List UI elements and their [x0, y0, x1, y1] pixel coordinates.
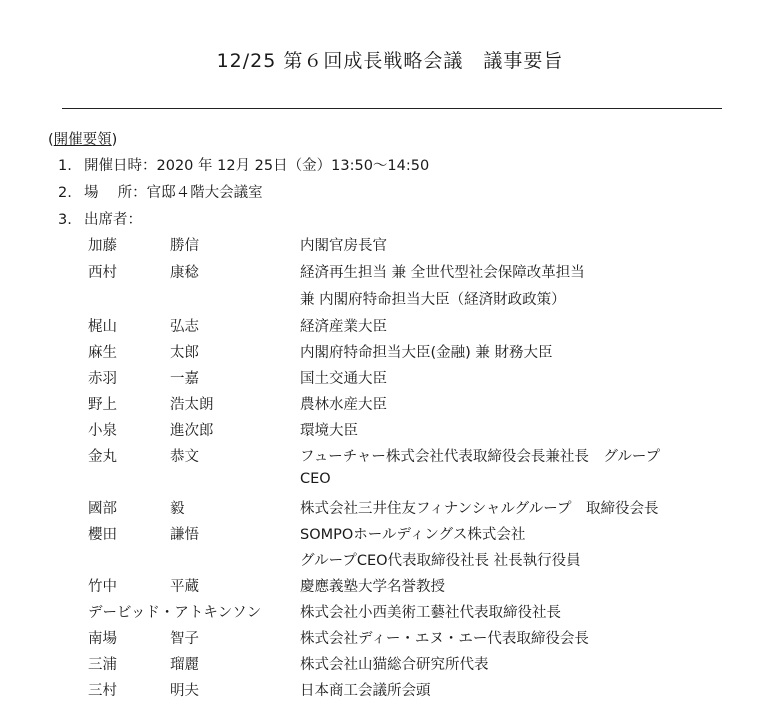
attendee-role: 内閣官房長官	[300, 238, 387, 254]
attendee-surname: 西村	[88, 265, 117, 281]
attendee-surname: 赤羽	[88, 371, 117, 387]
attendee-given-name: 謙悟	[170, 527, 199, 543]
item-text: 開催日時：2020 年 12月 25日（金）13:50～14:50	[84, 158, 430, 174]
attendee-role: 株式会社三井住友フィナンシャルグループ 取締役会長	[300, 501, 659, 517]
attendee-role: SOMPOホールディングス株式会社	[300, 527, 526, 543]
attendee-role: 内閣府特命担当大臣(金融) 兼 財務大臣	[300, 345, 553, 361]
attendee-role-continued: CEO	[300, 471, 331, 487]
item-date	[58, 154, 429, 175]
attendee-surname: 麻生	[88, 345, 117, 361]
attendee-given-name: 平蔵	[170, 579, 199, 595]
attendee-given-name: 一嘉	[170, 371, 199, 387]
title-divider	[62, 108, 722, 109]
attendee-surname: 梶山	[88, 319, 117, 335]
item-number: 2.	[58, 185, 72, 201]
item-number: 3.	[58, 212, 72, 228]
attendee-given-name: 浩太朗	[170, 397, 214, 413]
attendee-surname: 櫻田	[88, 527, 117, 543]
section-heading-text: 開催要領	[53, 132, 112, 148]
section-heading: (開催要領)	[48, 132, 118, 148]
attendee-surname: 金丸	[88, 449, 117, 465]
item-attendees	[58, 208, 142, 229]
attendee-role: 慶應義塾大学名誉教授	[300, 579, 445, 595]
attendee-surname: 竹中	[88, 579, 117, 595]
attendee-role: 環境大臣	[300, 423, 358, 439]
attendee-given-name: 太郎	[170, 345, 199, 361]
attendee-role: 日本商工会議所会頭	[300, 683, 431, 699]
attendee-full-name: デービッド・アトキンソン	[88, 605, 262, 621]
item-place	[58, 181, 263, 202]
attendee-role: フューチャー株式会社代表取締役会長兼社長 グループ	[300, 449, 661, 465]
attendee-role-continued: 兼 内閣府特命担当大臣（経済財政政策）	[300, 292, 566, 308]
item-number: 1.	[58, 158, 72, 174]
attendee-given-name: 康稔	[170, 265, 199, 281]
attendee-surname: 三村	[88, 683, 117, 699]
attendee-given-name: 毅	[170, 501, 185, 517]
item-text: 出席者：	[84, 212, 142, 228]
attendee-surname: 南場	[88, 631, 117, 647]
attendee-surname: 加藤	[88, 238, 117, 254]
attendee-role: 株式会社山猫総合研究所代表	[300, 657, 489, 673]
attendee-surname: 國部	[88, 501, 117, 517]
attendee-role: 株式会社小西美術工藝社代表取締役社長	[300, 605, 561, 621]
attendee-given-name: 勝信	[170, 238, 199, 254]
attendee-given-name: 智子	[170, 631, 199, 647]
attendee-role: 経済産業大臣	[300, 319, 387, 335]
attendee-role: 経済再生担当 兼 全世代型社会保障改革担当	[300, 265, 585, 281]
attendee-role-continued: グループCEO代表取締役社長 社長執行役員	[300, 553, 581, 569]
item-text: 場 所：官邸４階大会議室	[84, 185, 263, 201]
attendee-role: 農林水産大臣	[300, 397, 387, 413]
attendee-surname: 小泉	[88, 423, 117, 439]
document-title: 12/25 第６回成長戦略会議 議事要旨	[216, 50, 564, 72]
attendee-given-name: 明夫	[170, 683, 199, 699]
attendee-given-name: 弘志	[170, 319, 199, 335]
attendee-given-name: 進次郎	[170, 423, 214, 439]
attendee-surname: 三浦	[88, 657, 117, 673]
attendee-role: 国土交通大臣	[300, 371, 387, 387]
attendee-given-name: 恭文	[170, 449, 199, 465]
attendee-role: 株式会社ディー・エヌ・エー代表取締役会長	[300, 631, 589, 647]
attendee-given-name: 瑠麗	[170, 657, 199, 673]
attendee-surname: 野上	[88, 397, 117, 413]
